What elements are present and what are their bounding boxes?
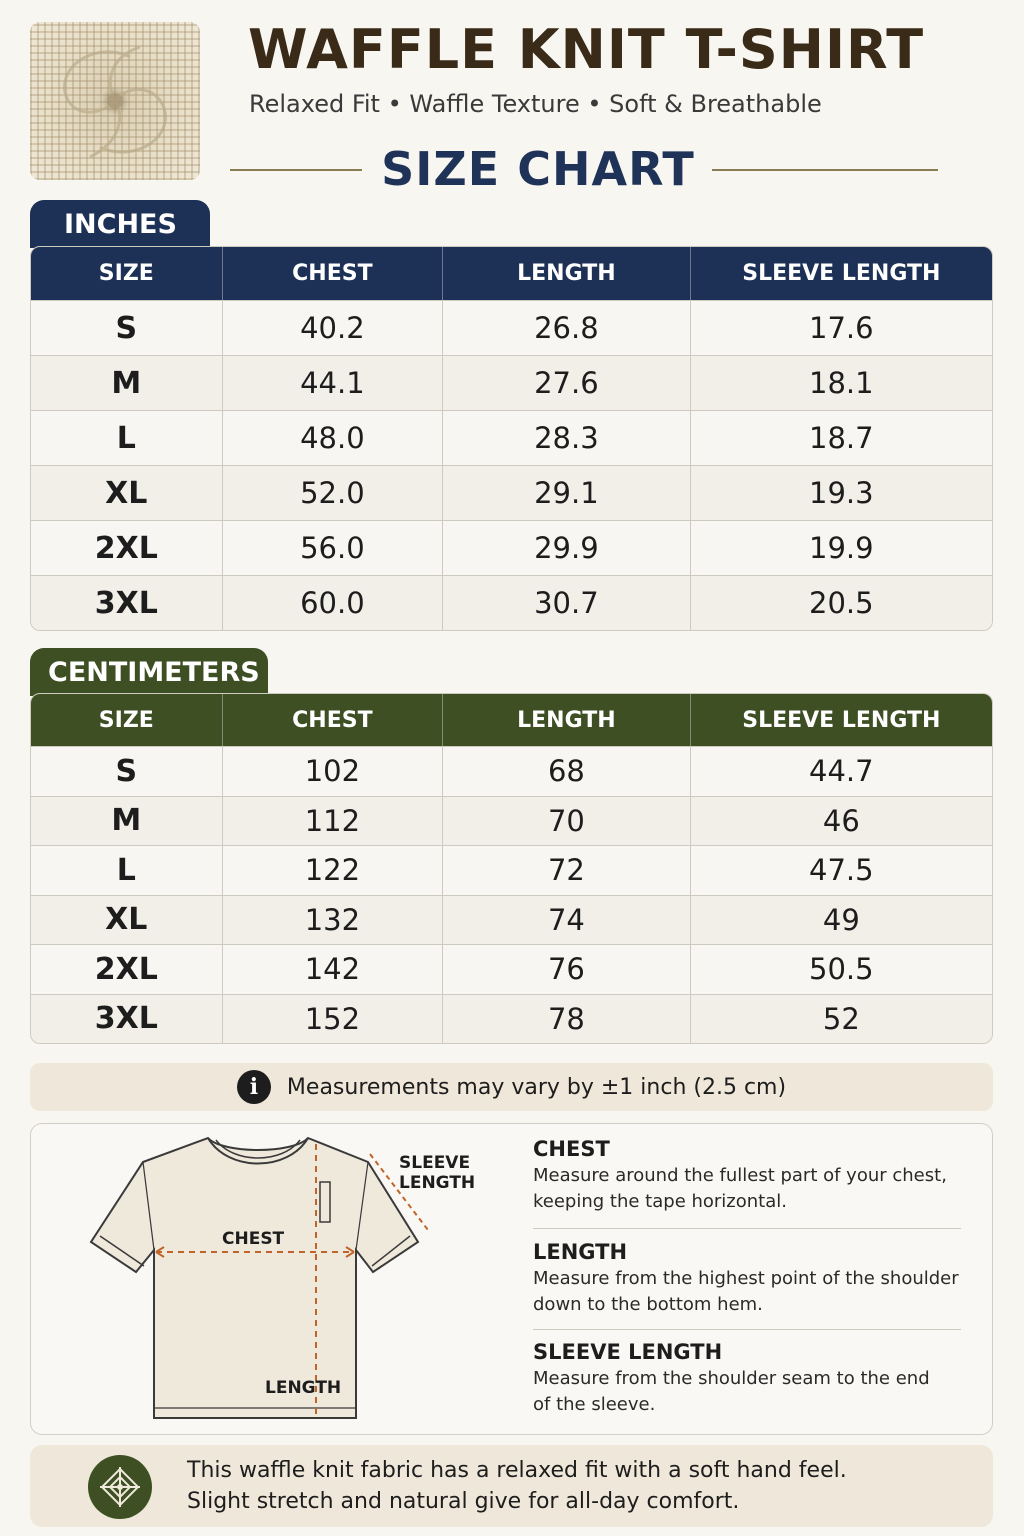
sleeve-cell: 50.5	[809, 952, 874, 987]
guide-item-sleeve-length	[533, 1340, 963, 1418]
guide-divider	[533, 1329, 961, 1330]
sleeve-cell: 18.1	[809, 366, 874, 400]
size-cell: 3XL	[31, 576, 223, 630]
length-cell: 70	[443, 797, 690, 846]
table-row	[31, 410, 992, 465]
length-cell: 29.1	[443, 466, 690, 520]
sleeve-cell: 52	[822, 1001, 860, 1036]
guide-desc-line: Measure around the fullest part of your chest,	[533, 1165, 947, 1186]
title-divider-right	[712, 169, 938, 171]
guide-item-desc	[533, 1366, 963, 1418]
length-cell: 29.9	[443, 521, 690, 575]
fabric-swirl-icon	[30, 22, 200, 180]
table-header-row	[31, 247, 992, 300]
column-header: CHEST	[223, 247, 444, 300]
chest-cell: 152	[223, 995, 444, 1044]
sleeve-cell: 20.5	[809, 586, 874, 620]
column-header: LENGTH	[443, 694, 690, 746]
waffle-knit-badge-icon	[88, 1455, 152, 1519]
column-header: SLEEVE LENGTH	[742, 707, 941, 733]
size-cell: XL	[31, 896, 223, 945]
chest-cell: 48.0	[223, 411, 444, 465]
size-cell: 2XL	[31, 521, 223, 575]
table-row	[31, 845, 992, 895]
knit-pattern-icon	[98, 1465, 142, 1509]
chest-cell: 142	[223, 945, 444, 994]
table-row	[31, 575, 992, 630]
size-chart-heading: SIZE CHART	[381, 142, 695, 196]
sleeve-cell: 19.3	[809, 476, 874, 510]
measurement-note	[30, 1063, 993, 1111]
guide-item-desc	[533, 1163, 963, 1215]
sleeve-cell: 18.7	[809, 421, 874, 455]
measurement-note-text: Measurements may vary by ±1 inch (2.5 cm)	[286, 1074, 787, 1100]
table-row	[31, 895, 992, 945]
guide-desc-line: Measure from the shoulder seam to the end	[533, 1368, 930, 1389]
chest-cell: 132	[223, 896, 444, 945]
sleeve-label-line1: SLEEVE	[399, 1153, 471, 1173]
length-cell: 68	[443, 747, 690, 796]
size-cell: M	[31, 797, 223, 846]
table-row	[31, 520, 992, 575]
length-cell: 26.8	[443, 301, 690, 355]
table-header-row	[31, 694, 992, 746]
tshirt-diagram-icon	[88, 1132, 428, 1432]
chest-cell: 40.2	[223, 301, 444, 355]
table-row	[31, 355, 992, 410]
fabric-info-text	[187, 1455, 967, 1517]
tab-inches: INCHES	[30, 200, 210, 248]
page-subtitle: Relaxed Fit • Waffle Texture • Soft & Breathable	[249, 90, 822, 118]
guide-item-title: LENGTH	[533, 1240, 628, 1264]
length-cell: 30.7	[443, 576, 690, 630]
info-icon: i	[237, 1070, 271, 1104]
guide-item-chest	[533, 1137, 963, 1215]
guide-desc-line: of the sleeve.	[533, 1394, 656, 1415]
guide-desc-line: keeping the tape horizontal.	[533, 1191, 787, 1212]
size-cell: XL	[31, 466, 223, 520]
table-row	[31, 465, 992, 520]
size-cell: L	[31, 411, 223, 465]
column-header: SIZE	[31, 694, 223, 746]
column-header: SLEEVE LENGTH	[742, 261, 941, 286]
sleeve-label-line2: LENGTH	[399, 1173, 476, 1193]
guide-desc-line: Measure from the highest point of the shoulder	[533, 1268, 959, 1289]
guide-desc-line: down to the bottom hem.	[533, 1294, 763, 1315]
sleeve-cell: 47.5	[809, 853, 874, 888]
tab-centimeters: CENTIMETERS	[30, 648, 268, 696]
guide-item-title: CHEST	[533, 1137, 610, 1161]
chest-cell: 102	[223, 747, 444, 796]
size-cell: 2XL	[31, 945, 223, 994]
fabric-info-line: Slight stretch and natural give for all-day comfort.	[187, 1489, 740, 1514]
chest-cell: 44.1	[223, 356, 444, 410]
fabric-swatch-image	[30, 22, 200, 180]
length-cell: 27.6	[443, 356, 690, 410]
sleeve-cell: 17.6	[809, 311, 874, 345]
length-cell: 28.3	[443, 411, 690, 465]
size-cell: M	[31, 356, 223, 410]
table-row	[31, 796, 992, 846]
length-cell: 78	[443, 995, 690, 1044]
column-header: CHEST	[223, 694, 444, 746]
centimeters-table	[30, 693, 993, 1044]
length-diagram-label: LENGTH	[265, 1378, 342, 1398]
size-cell: S	[31, 747, 223, 796]
table-row	[31, 300, 992, 355]
chest-diagram-label: CHEST	[222, 1229, 285, 1249]
guide-item-desc	[533, 1266, 963, 1318]
chest-cell: 60.0	[223, 576, 444, 630]
column-header: LENGTH	[443, 247, 690, 300]
guide-item-length	[533, 1240, 963, 1318]
table-row	[31, 994, 992, 1044]
sleeve-cell: 44.7	[809, 754, 874, 789]
page-title: WAFFLE KNIT T-SHIRT	[248, 18, 925, 81]
size-cell: 3XL	[31, 995, 223, 1044]
column-header: SIZE	[31, 247, 223, 300]
length-cell: 72	[443, 846, 690, 895]
guide-item-title: SLEEVE LENGTH	[533, 1340, 723, 1364]
sleeve-cell: 46	[822, 803, 860, 838]
table-row	[31, 746, 992, 796]
sleeve-cell: 49	[822, 902, 860, 937]
size-cell: S	[31, 301, 223, 355]
size-cell: L	[31, 846, 223, 895]
guide-divider	[533, 1228, 961, 1229]
inches-table	[30, 246, 993, 631]
chest-cell: 52.0	[223, 466, 444, 520]
sleeve-diagram-label	[399, 1153, 489, 1193]
sleeve-cell: 19.9	[809, 531, 874, 565]
chest-cell: 112	[223, 797, 444, 846]
fabric-info-line: This waffle knit fabric has a relaxed fit with a soft hand feel.	[187, 1458, 847, 1483]
chest-cell: 122	[223, 846, 444, 895]
table-row	[31, 944, 992, 994]
title-divider-left	[230, 169, 362, 171]
length-cell: 76	[443, 945, 690, 994]
length-cell: 74	[443, 896, 690, 945]
chest-cell: 56.0	[223, 521, 444, 575]
